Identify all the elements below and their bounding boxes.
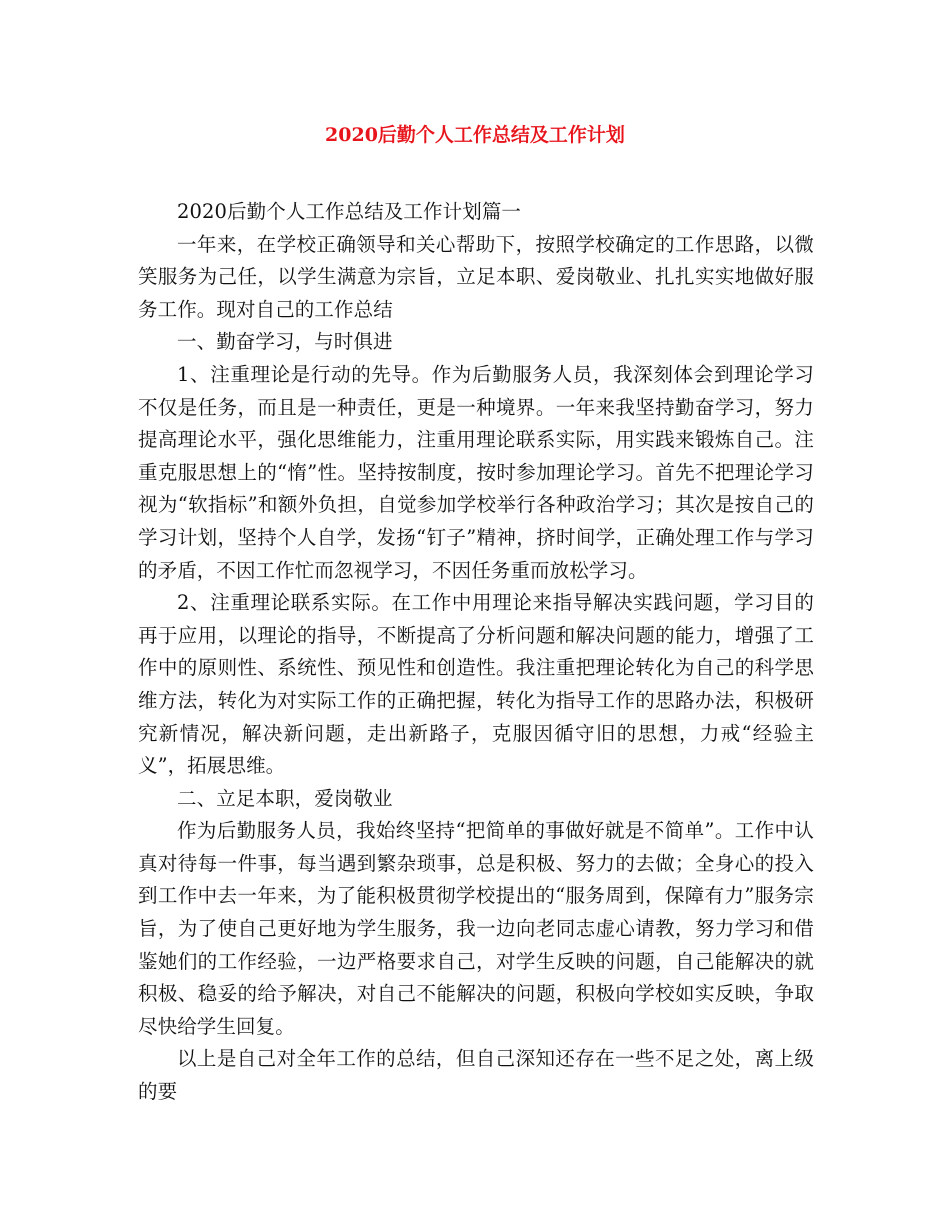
paragraph: 一年来，在学校正确领导和关心帮助下，按照学校确定的工作思路，以微笑服务为己任，以学生满意为宗旨，立足本职、爱岗敬业、扎扎实实地做好服务工作。现对自己的工作总结 [138,232,814,321]
section-heading: 2020后勤个人工作总结及工作计划篇一 [177,200,522,223]
paragraph: 作为后勤服务人员，我始终坚持“把简单的事做好就是不简单”。工作中认真对待每一件事，每当遇到繁杂琐事，总是积极、努力的去做；全身心的投入到工作中去一年来，为了能积极贯彻学校提出的“服务周到，保障有力”服务宗旨，为了使自己更好地为学生服务，我一边向老同志虚心请教，努力学习和借鉴她们的工作经验，一边严格要求自己，对学生反映的问题，自己能解决的就积极、稳妥的给予解决，对自己不能解决的问题，积极向学校如实反映，争取尽快给学生回复。 [138,819,814,1038]
paragraph: 以上是自己对全年工作的总结，但自己深知还存在一些不足之处，离上级的要 [138,1047,814,1104]
subsection-heading: 二、立足本职，爱岗敬业 [177,786,393,810]
paragraph: 2、注重理论联系实际。在工作中用理论来指导解决实践问题，学习目的再于应用，以理论的指导，不断提高了分析问题和解决问题的能力，增强了工作中的原则性、系统性、预见性和创造性。我注重把理论转化为自己的科学思维方法，转化为对实际工作的正确把握，转化为指导工作的思路办法，积极研究新情况，解决新问题，走出新路子，克服因循守旧的思想，力戒“经验主义”，拓展思维。 [138,591,814,778]
document-body [138,196,814,1109]
paragraph: 1、注重理论是行动的先导。作为后勤服务人员，我深刻体会到理论学习不仅是任务，而且是一种责任，更是一种境界。一年来我坚持勤奋学习，努力提高理论水平，强化思维能力，注重用理论联系实际，用实践来锻炼自己。注重克服思想上的“惰”性。坚持按制度，按时参加理论学习。首先不把理论学习视为“软指标”和额外负担，自觉参加学校举行各种政治学习；其次是按自己的学习计划，坚持个人自学，发扬“钉子”精神，挤时间学，正确处理工作与学习的矛盾，不因工作忙而忽视学习，不因任务重而放松学习。 [138,362,814,582]
subsection-heading: 一、勤奋学习，与时俱进 [177,330,393,354]
document-title: 2020后勤个人工作总结及工作计划 [325,124,625,146]
